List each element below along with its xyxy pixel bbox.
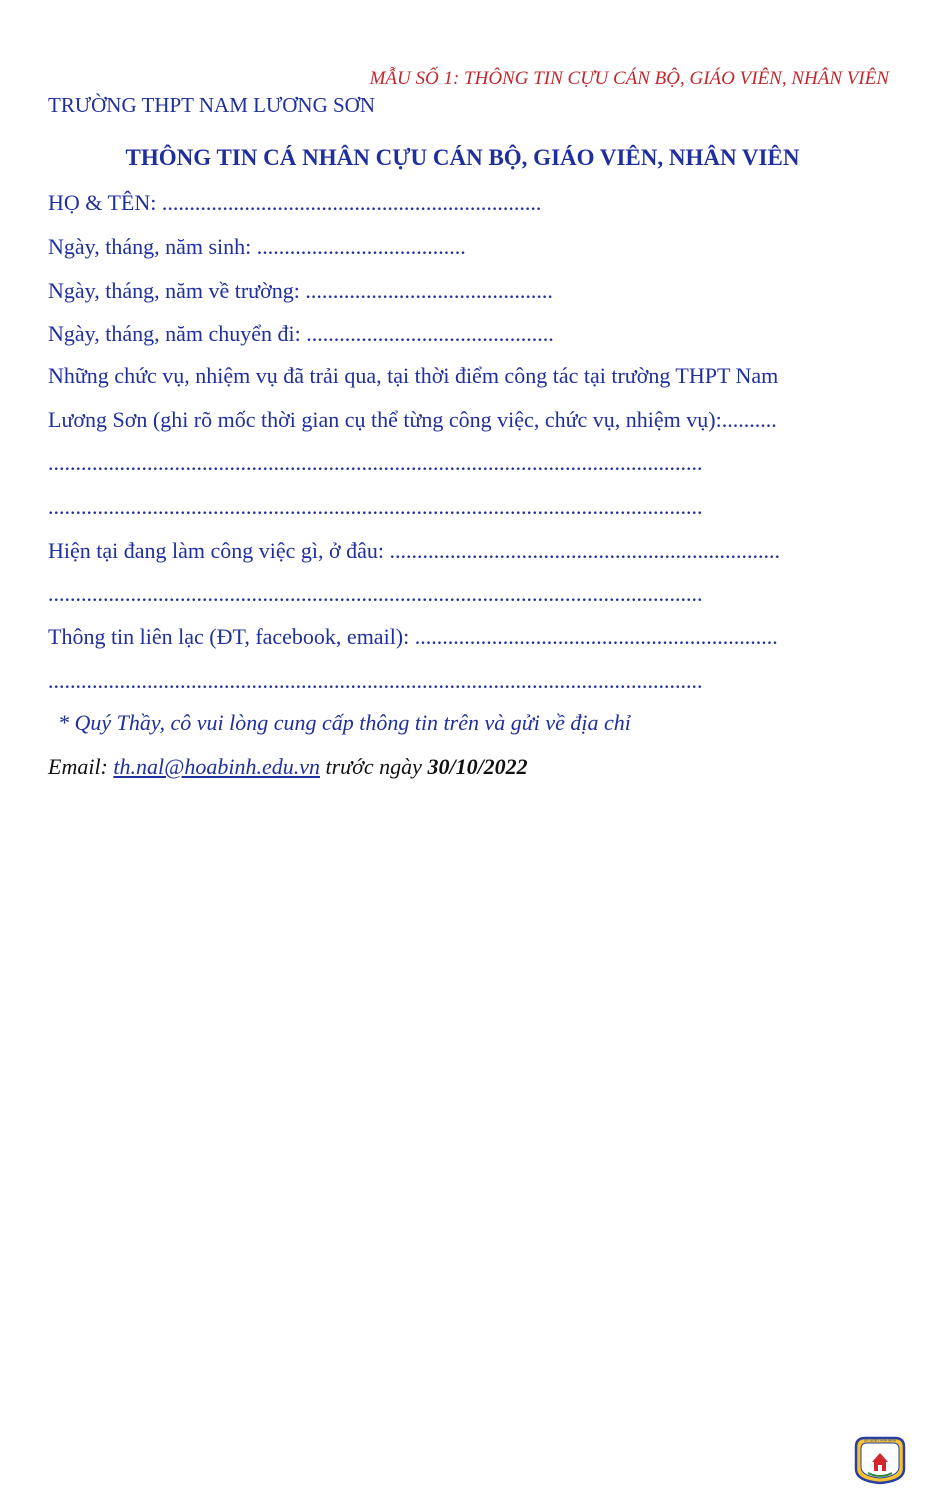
birth-date-field: Ngày, tháng, năm sinh: ...................................... bbox=[48, 234, 466, 259]
email-link[interactable]: th.nal@hoabinh.edu.vn bbox=[113, 754, 320, 779]
current-job-blank-line: ....................................................................................................................... bbox=[48, 581, 703, 606]
document-title: THÔNG TIN CÁ NHÂN CỰU CÁN BỘ, GIÁO VIÊN, NHÂN VIÊN bbox=[125, 145, 800, 170]
contact-field: Thông tin liên lạc (ĐT, facebook, email): .................................................................. bbox=[48, 624, 778, 649]
instruction-note: * Quý Thầy, cô vui lòng cung cấp thông tin trên và gửi về địa chỉ bbox=[58, 710, 631, 735]
email-label: Email: bbox=[48, 754, 114, 779]
school-name: TRƯỜNG THPT NAM LƯƠNG SƠN bbox=[48, 93, 375, 117]
join-date-field: Ngày, tháng, năm về trường: ............................................. bbox=[48, 278, 553, 303]
positions-blank-line: ....................................................................................................................... bbox=[48, 450, 703, 475]
full-name-field: HỌ & TÊN: ..................................................................... bbox=[48, 190, 542, 215]
logo-text: SỞ GDĐT HÒA BÌNH bbox=[863, 1438, 897, 1443]
positions-field-line2: Lương Sơn (ghi rõ mốc thời gian cụ thể từng công việc, chức vụ, nhiệm vụ):.......... bbox=[48, 407, 777, 432]
current-job-field: Hiện tại đang làm công việc gì, ở đâu: ....................................................................... bbox=[48, 538, 781, 563]
deadline-label: trước ngày bbox=[320, 754, 428, 779]
form-code: MẪU SỐ 1: THÔNG TIN CỰU CÁN BỘ, GIÁO VIÊN, NHÂN VIÊN bbox=[369, 68, 889, 89]
positions-blank-line: ....................................................................................................................... bbox=[48, 494, 703, 519]
contact-blank-line: ....................................................................................................................... bbox=[48, 668, 703, 693]
school-logo-icon bbox=[850, 1435, 910, 1485]
deadline-date: 30/10/2022 bbox=[427, 754, 528, 779]
submission-line bbox=[48, 754, 528, 780]
leave-date-field: Ngày, tháng, năm chuyển đi: ............................................. bbox=[48, 321, 554, 346]
positions-field-line1: Những chức vụ, nhiệm vụ đã trải qua, tại thời điểm công tác tại trường THPT Nam bbox=[48, 363, 779, 388]
